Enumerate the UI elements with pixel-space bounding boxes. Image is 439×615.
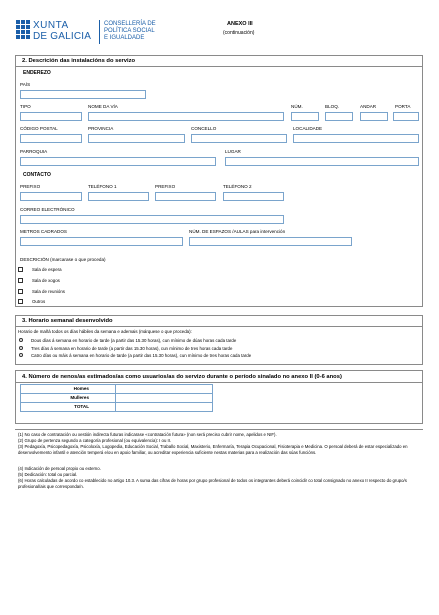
lugar-label: LUGAR xyxy=(225,149,241,154)
option-outros: Outros xyxy=(32,299,46,304)
xunta-logo xyxy=(16,18,96,46)
phone-2-label: TELÉFONO 2 xyxy=(223,184,252,189)
prefix-1-field[interactable] xyxy=(20,192,82,201)
checkbox-sala-espera[interactable] xyxy=(18,267,23,272)
nome-via-label: NOME DA VÍA xyxy=(88,104,118,109)
radio-three-days[interactable] xyxy=(19,346,23,350)
section-4-title: 4. Número de nenos/as estimados/as como usuarios/as do servizo durante o período sinalado no anexo II (0-6 anos) xyxy=(16,371,422,383)
concello-label: CONCELLO xyxy=(191,126,217,131)
checkbox-sala-reunions[interactable] xyxy=(18,289,23,294)
notes-divider xyxy=(15,429,423,430)
row-label-mulleres: Mulleres xyxy=(21,394,116,403)
num-field[interactable] xyxy=(291,112,319,121)
tipo-field[interactable] xyxy=(20,112,82,121)
porta-field[interactable] xyxy=(393,112,419,121)
scallop-shell-icon xyxy=(16,20,30,42)
spaces-label: NÚM. DE ESPAZOS /AULAS para intervención xyxy=(189,229,286,234)
department-line-1: CONSELLERÍA DE xyxy=(104,21,156,27)
concello-field[interactable] xyxy=(191,134,287,143)
note-6: (6) Horas calculadas de acordo co establecido no artigo 10.3. A suma das cifras de horas por grupo profesional de todos os integrantes deberá coincidir co total consignado no anexo II respecto do grupo/s profesional/ais que corresponda/n. xyxy=(18,478,407,489)
prefix-1-label: PREFIXO xyxy=(20,184,41,189)
phone-1-field[interactable] xyxy=(88,192,149,201)
sqm-label: METROS CADRADOS xyxy=(20,229,67,234)
homes-count-field[interactable] xyxy=(116,385,213,394)
lugar-field[interactable] xyxy=(225,157,419,166)
table-row-total xyxy=(21,403,213,412)
sqm-field[interactable] xyxy=(20,237,183,246)
total-count-field[interactable] xyxy=(116,403,213,412)
andar-field[interactable] xyxy=(360,112,388,121)
note-4: (4) Indicación de persoal propio ou externo. xyxy=(18,466,101,471)
contact-heading: CONTACTO xyxy=(23,172,51,178)
localidade-field[interactable] xyxy=(293,134,419,143)
parroquia-field[interactable] xyxy=(20,157,216,166)
cp-field[interactable] xyxy=(20,134,82,143)
pais-field[interactable] xyxy=(20,90,146,99)
row-label-total: TOTAL xyxy=(21,403,116,412)
option-four-days: Catro días ou máis á semana en horario de tarde (a partir das 15.30 horas), cun mínimo de tres horas cada tarde xyxy=(31,353,252,358)
option-sala-xogos: Sala de xogos xyxy=(32,278,60,283)
localidade-label: LOCALIDADE xyxy=(293,126,323,131)
parroquia-label: PARROQUIA xyxy=(20,149,48,154)
description-label: DESCRICIÓN (marcarase o que proceda) xyxy=(20,257,106,262)
logo-text-line-2: DE GALICIA xyxy=(33,31,92,42)
annex-continuation: (continuación) xyxy=(223,30,255,36)
nome-via-field[interactable] xyxy=(88,112,284,121)
note-2: (2) Grupo de pertenza segundo a categoría profesional (ou equivalencia): I ou II. xyxy=(18,438,172,443)
schedule-intro: Horario de mañá todos os días hábiles da semana e ademais (márquese o que proceda): xyxy=(18,329,192,334)
option-two-days: Dous días á semana en horario de tarde (a partir das 15.30 horas), cun mínimo de dúas horas cada tarde xyxy=(31,338,237,343)
row-label-homes: Homes xyxy=(21,385,116,394)
mulleres-count-field[interactable] xyxy=(116,394,213,403)
logo-text-line-1: XUNTA xyxy=(33,20,69,31)
department-line-3: E IGUALDADE xyxy=(104,35,145,41)
annex-title: ANEXO III xyxy=(227,21,253,27)
phone-1-label: TELÉFONO 1 xyxy=(88,184,117,189)
option-three-days: Tres días á semana en horario de tarde (a partir das 15.30 horas), cun mínimo de tres horas cada tarde xyxy=(31,346,233,351)
tipo-label: TIPO xyxy=(20,104,31,109)
radio-four-days[interactable] xyxy=(19,353,23,357)
bloq-label: BLOQ. xyxy=(325,104,340,109)
cp-label: CÓDIGO POSTAL xyxy=(20,126,58,131)
department-name xyxy=(104,21,156,42)
andar-label: ANDAR xyxy=(360,104,377,109)
checkbox-outros[interactable] xyxy=(18,299,23,304)
department-line-2: POLÍTICA SOCIAL xyxy=(104,28,155,34)
note-3: (3) Pedagoxía, Psicopedagoxía, Psicoloxía, Logopedia, Educación Social, Traballo Social, Maxisterio, Enfermaría, Terapia Ocupacional, Fisioterapia e Medicina. O persoal deberá de estar especializado en desenvolvemento infantil e atención temperá e/ou en apoio familiar, ou acreditar experiencia suficiente nestas materias para a realización das súas funcións. xyxy=(18,444,408,455)
section-3-title: 3. Horario semanal desenvolvido xyxy=(16,316,422,327)
address-heading: ENDEREZO xyxy=(23,70,51,76)
porta-label: PORTA xyxy=(395,104,411,109)
prefix-2-field[interactable] xyxy=(155,192,216,201)
spaces-field[interactable] xyxy=(189,237,352,246)
prefix-2-label: PREFIXO xyxy=(155,184,176,189)
note-5: (5) Dedicación: total ou parcial. xyxy=(18,472,78,477)
note-1: (1) No caso de contratación ou xestión indirecta futuras indicarase «contratación futura» (non será preciso cubrir nome, apelidos e NIF). xyxy=(18,432,277,437)
table-row-mulleres xyxy=(21,394,213,403)
provincia-label: PROVINCIA xyxy=(88,126,114,131)
option-sala-reunions: Sala de reunións xyxy=(32,289,65,294)
table-row-homes xyxy=(21,385,213,394)
pais-label: PAÍS xyxy=(20,82,31,87)
num-label: NÚM. xyxy=(291,104,303,109)
section-2-title: 2. Descrición das instalacións do servizo xyxy=(16,56,422,67)
phone-2-field[interactable] xyxy=(223,192,284,201)
email-field[interactable] xyxy=(20,215,284,224)
radio-two-days[interactable] xyxy=(19,338,23,342)
option-sala-espera: Sala de espera xyxy=(32,267,62,272)
checkbox-sala-xogos[interactable] xyxy=(18,278,23,283)
logo-divider xyxy=(99,20,100,44)
children-count-table xyxy=(20,384,213,412)
email-label: CORREO ELECTRÓNICO xyxy=(20,207,75,212)
provincia-field[interactable] xyxy=(88,134,185,143)
bloq-field[interactable] xyxy=(325,112,353,121)
